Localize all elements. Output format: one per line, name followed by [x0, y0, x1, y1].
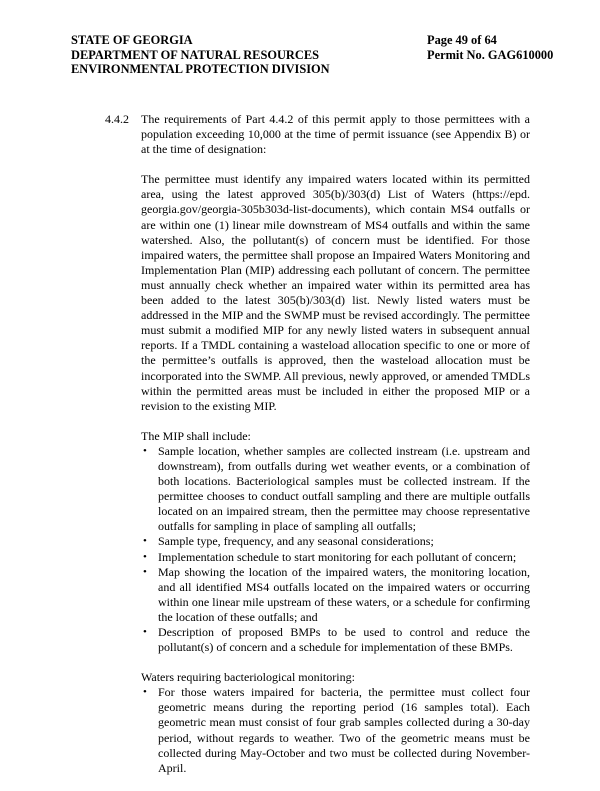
bullet-icon: • [143, 550, 147, 563]
section-intro: The requirements of Part 4.4.2 of this permit apply to those permittees with a population exceeding 10,000 at the time of permit issuance (see Appendix B) or at the time of designation: [141, 112, 530, 157]
header-division: ENVIRONMENTAL PROTECTION DIVISION [71, 62, 330, 77]
header-row-3 [71, 62, 531, 77]
bullet-icon: • [143, 686, 147, 699]
header-department: DEPARTMENT OF NATURAL RESOURCES [71, 47, 319, 62]
list-item: • Map showing the location of the impaired waters, the monitoring location, and all identified MS4 outfalls located on the impaired waters or occurring within one linear mile upstream of these waters, or a schedule for confirming the location of these outfalls; and [143, 564, 530, 624]
header-row-2 [71, 47, 554, 63]
header-page-number: Page 49 of 64 [427, 33, 497, 47]
bullet-icon: • [143, 626, 147, 638]
bacteriological-list [141, 685, 530, 776]
header-agency-state: STATE OF GEORGIA [71, 33, 193, 47]
impaired-waters-paragraph: The permittee must identify any impaired waters located within its permitted area, using the latest approved 305(b)/303(d) List of Waters (https://epd. georgia.gov/georgia-305b303d-list-documents), which contain MS4 outfalls or are within one (1) linear mile downstream of MS4 outfalls and within the same watershed. Also, the pollutant(s) of concern must be identified. For those impaired waters, the permittee shall propose an Impaired Waters Monitoring and Implementation Plan (MIP) addressing each pollutant of concern. The permittee must annually check whether an impaired water within its permitted area has been added to the latest 305(b)/303(d) list. Newly listed waters must be addressed in the MIP and the SWMP must be revised accordingly. The permittee must submit a modified MIP for any newly listed waters in subsequent annual reports. If a TMDL containing a wasteload allocation specific to one or more of the permittee’s outfalls is approved, then the wasteload allocation must be incorporated into the SWMP. All previous, newly approved, or amended TMDLs within the permitted areas must be included in either the proposed MIP or a revision to the existing MIP. [141, 172, 530, 413]
page-header [71, 33, 554, 77]
bullet-icon: • [143, 565, 147, 578]
header-row-1 [71, 33, 531, 48]
bullet-icon: • [143, 535, 147, 548]
list-item: • Sample location, whether samples are collected instream (i.e. upstream and downstream), from outfalls during wet weather events, or a combination of both locations. Bacteriological samples must be collected instream. If the permittee chooses to conduct outfall sampling and there are multiple outfalls located on an impaired stream, then the permittee may choose representative outfalls for sampling in place of sampling all outfalls; [143, 443, 530, 534]
mip-heading: The MIP shall include: [141, 428, 251, 443]
list-item: • Sample type, frequency, and any seasonal considerations; [143, 534, 434, 549]
bacteriological-heading: Waters requiring bacteriological monitoring: [141, 670, 355, 685]
mip-list [141, 444, 530, 655]
section-number: 4.4.2 [105, 112, 129, 126]
bullet-icon: • [143, 444, 147, 457]
list-item: • Implementation schedule to start monitoring for each pollutant of concern; [143, 549, 517, 564]
header-permit-number: Permit No. GAG610000 [427, 47, 554, 62]
section-body [141, 112, 530, 791]
list-item: • Description of proposed BMPs to be used to control and reduce the pollutant(s) of concern and a schedule for implementation of these BMPs. [143, 625, 530, 655]
list-item: • For those waters impaired for bacteria, the permittee must collect four geometric means during the reporting period (16 samples total). Each geometric mean must consist of four grab samples collected during a 30-day period, without regards to weather. Two of the geometric means must be collected during May-October and two must be collected during November-April. [143, 685, 530, 775]
